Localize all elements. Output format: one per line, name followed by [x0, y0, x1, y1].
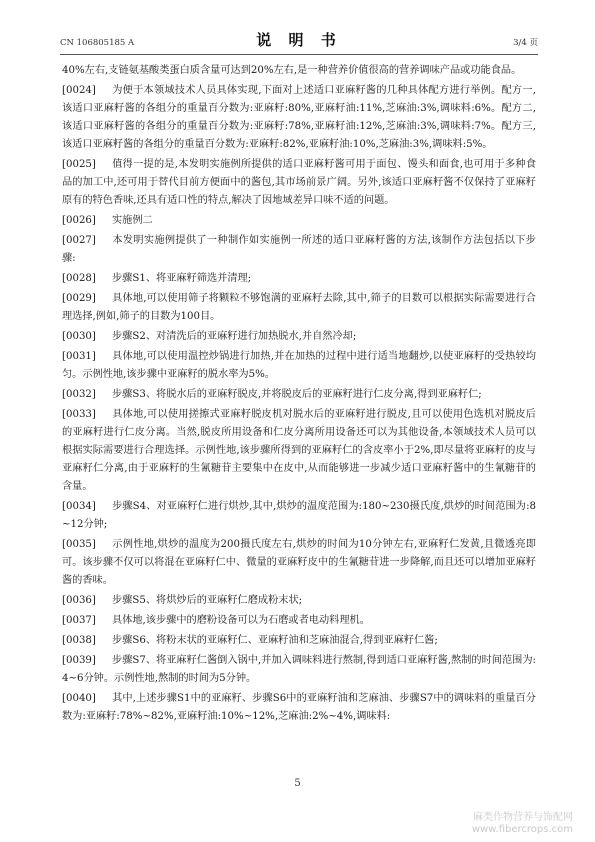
paragraph-text: 具体地,可以使用温控炒锅进行加热,并在加热的过程中进行适当地翻炒,以使亚麻籽的受热较均匀。示例性地,该步骤中亚麻籽的脱水率为5%。	[62, 351, 536, 380]
paragraph	[62, 536, 536, 590]
page-title: 说 明 书	[256, 31, 342, 49]
paragraph-text: 步骤S1、将亚麻籽筛选并清理;	[112, 273, 252, 284]
paragraph-text: 为便于本领域技术人员具体实现,下面对上述适口亚麻籽酱的几种具体配方进行举例。配方一,该适口亚麻籽酱的各组分的重量百分数为:亚麻籽:80%,亚麻籽油:11%,芝麻油:3%,调味料:6%。配方二,该适口亚麻籽酱的各组分的重量百分数为:亚麻籽:78%,亚麻籽油:12%,芝麻油:3%,调味料:7%。配方三,该适口亚麻籽酱的各组分的重量百分数为:亚麻籽:82%,亚麻籽油:10%,芝麻油:3%,调味料:5%。	[62, 85, 536, 150]
paragraph	[62, 612, 536, 630]
watermark	[472, 812, 573, 836]
paragraph-number: [0037]	[62, 615, 96, 626]
page-header	[60, 26, 538, 55]
paragraph	[62, 212, 536, 230]
paragraph-number: [0038]	[62, 635, 96, 646]
paragraph	[62, 232, 536, 268]
paragraph	[62, 62, 536, 80]
paragraph-text: 步骤S5、将烘炒后的亚麻籽仁磨成粉末状;	[112, 595, 303, 606]
paragraph-text: 步骤S4、对亚麻籽仁进行烘炒,其中,烘炒的温度范围为:180~230摄氏度,烘炒的时间范围为:8~12分钟;	[62, 501, 536, 530]
paragraph-text: 步骤S7、将亚麻籽仁酱倒入锅中,并加入调味料进行熬制,得到适口亚麻籽酱,熬制的时间范围为:4~6分钟。示例性地,熬制的时间为5分钟。	[62, 655, 536, 684]
paragraph	[62, 328, 536, 346]
paragraph-number: [0040]	[62, 693, 96, 704]
paragraph-text: 40%左右,支链氨基酸类蛋白质含量可达到20%左右,是一种营养价值很高的营养调味产品或功能食品。	[62, 65, 522, 76]
paragraph-text: 步骤S2、对清洗后的亚麻籽进行加热脱水,并自然冷却;	[112, 331, 357, 342]
paragraph-text: 值得一提的是,本发明实施例所提供的适口亚麻籽酱可用于面包、馒头和面食,也可用于多种食品的加工中,还可用于替代目前方便面中的酱包,其市场前景广阔。另外,该适口亚麻籽酱不仅保持了亚麻籽原有的特色香味,还具有适口性的特点,解决了因地域差异口味不适的问题。	[62, 159, 536, 206]
paragraph	[62, 406, 536, 496]
publication-number: CN 106805185 A	[60, 38, 135, 48]
watermark-text: 麻类作物营养与饰配网	[473, 812, 573, 823]
paragraph	[62, 632, 536, 650]
paragraph-number: [0027]	[62, 235, 96, 246]
paragraph-number: [0032]	[62, 389, 96, 400]
paragraph-number: [0024]	[62, 85, 96, 96]
paragraph-text: 具体地,可以使用搓擦式亚麻籽脱皮机对脱水后的亚麻籽进行脱皮,且可以使用色选机对脱皮后的亚麻籽进行仁皮分离。当然,脱皮所用设备和仁皮分离所用设备还可以为其他设备,本领域技术人员可以根据实际需要进行合理选择。示例性地,该步骤所得到的亚麻籽仁的含皮率小于2%,即尽量将亚麻籽的皮与亚麻籽仁分离,由于亚麻籽的生氰糖苷主要集中在皮中,从而能够进一步减少适口亚麻籽酱中的生氰糖苷的含量。	[62, 409, 536, 492]
paragraph-text: 示例性地,烘炒的温度为200摄氏度左右,烘炒的时间为10分钟左右,亚麻籽仁发黄,且微透亮即可。该步骤不仅可以将混在亚麻籽仁中、微量的亚麻籽皮中的生氰糖苷进一步降解,而且还可以增加亚麻籽酱的香味。	[62, 539, 536, 586]
paragraph-number: [0025]	[62, 159, 96, 170]
paragraph-text: 步骤S6、将粉末状的亚麻籽仁、亚麻籽油和芝麻油混合,得到亚麻籽仁酱;	[112, 635, 438, 646]
watermark-url: www.fibercrops.com	[471, 824, 573, 835]
paragraph-number: [0030]	[62, 331, 96, 342]
paragraph-text: 本发明实施例提供了一种制作如实施例一所述的适口亚麻籽酱的方法,该制作方法包括以下步骤:	[62, 235, 536, 264]
paragraph-text: 其中,上述步骤S1中的亚麻籽、步骤S6中的亚麻籽油和芝麻油、步骤S7中的调味料的重量百分数为:亚麻籽:78%~82%,亚麻籽油:10%~12%,芝麻油:2%~4%,调味料:	[62, 693, 536, 722]
paragraph-number: [0035]	[62, 539, 96, 550]
page-number: 5	[294, 778, 301, 789]
document-body	[62, 62, 536, 728]
paragraph	[62, 386, 536, 404]
paragraph	[62, 270, 536, 288]
page-indicator: 3/4 页	[513, 38, 538, 48]
paragraph	[62, 652, 536, 688]
paragraph	[62, 348, 536, 384]
paragraph	[62, 690, 536, 726]
paragraph-text: 实施例二	[112, 215, 153, 226]
paragraph-number: [0028]	[62, 273, 96, 284]
paragraph	[62, 156, 536, 210]
paragraph-number: [0029]	[62, 293, 96, 304]
paragraph-number: [0031]	[62, 351, 96, 362]
paragraph-number: [0034]	[62, 501, 96, 512]
paragraph-text: 步骤S3、将脱水后的亚麻籽脱皮,并将脱皮后的亚麻籽进行仁皮分离,得到亚麻籽仁;	[112, 389, 482, 400]
paragraph	[62, 592, 536, 610]
paragraph-number: [0026]	[62, 215, 96, 226]
paragraph-number: [0033]	[62, 409, 96, 420]
paragraph-number: [0039]	[62, 655, 96, 666]
paragraph-text: 具体地,该步骤中的磨粉设备可以为石磨或者电动料理机。	[112, 615, 370, 626]
paragraph	[62, 290, 536, 326]
paragraph-text: 具体地,可以使用筛子将颗粒不够饱满的亚麻籽去除,其中,筛子的目数可以根据实际需要进行合理选择,例如,筛子的目数为100目。	[62, 293, 536, 322]
paragraph-number: [0036]	[62, 595, 96, 606]
paragraph	[62, 498, 536, 534]
paragraph	[62, 82, 536, 154]
